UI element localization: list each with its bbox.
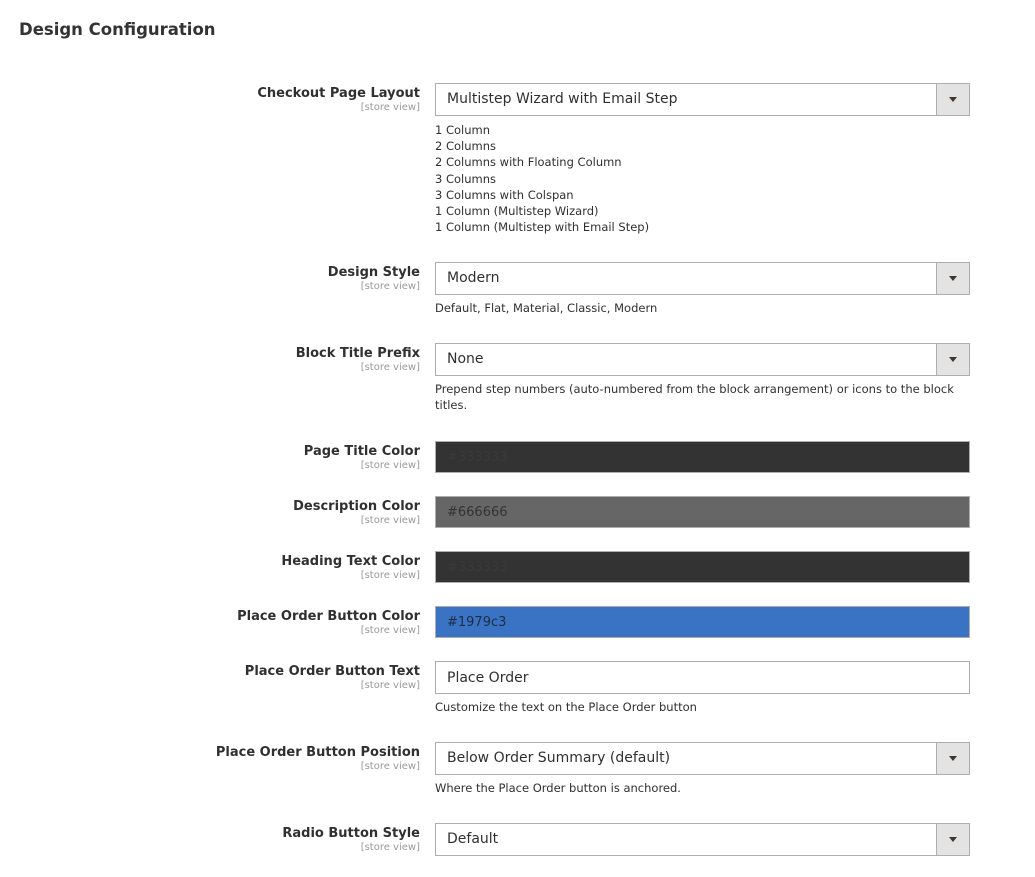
page-title-color-input[interactable] xyxy=(435,441,970,473)
chevron-down-icon xyxy=(949,756,957,761)
place-order-button-position-label: Place Order Button Position xyxy=(215,745,420,760)
field-label-group xyxy=(10,661,420,691)
scope-label: [store view] xyxy=(360,362,420,373)
heading-text-color-label: Heading Text Color xyxy=(281,554,420,569)
note-line: 1 Column (Multistep Wizard) xyxy=(435,204,599,219)
field-control xyxy=(435,343,970,413)
place-order-button-color-input[interactable] xyxy=(435,606,970,638)
scope-label: [store view] xyxy=(360,680,420,691)
dropdown-button[interactable] xyxy=(936,344,969,375)
field-label-group xyxy=(10,496,420,526)
field-label-group xyxy=(10,262,420,292)
place-order-button-text-label: Place Order Button Text xyxy=(244,664,420,679)
field-control xyxy=(435,83,970,235)
dropdown-button[interactable] xyxy=(936,84,969,115)
scope-label: [store view] xyxy=(360,102,420,113)
field-control xyxy=(435,551,970,583)
note-line: 1 Column (Multistep with Email Step) xyxy=(435,220,650,235)
design-style-select-value: Modern xyxy=(447,270,500,286)
field-control xyxy=(435,742,970,796)
field-label-group xyxy=(10,606,420,636)
radio-button-style-select[interactable] xyxy=(435,823,970,856)
place-order-button-position-note: Where the Place Order button is anchored. xyxy=(435,781,681,795)
block-title-prefix-select-value: None xyxy=(447,351,484,367)
block-title-prefix-note: Prepend step numbers (auto-numbered from the block arrangement) or icons to the block titles. xyxy=(435,382,954,412)
place-order-button-text-input[interactable] xyxy=(435,661,970,694)
field-label-group xyxy=(10,742,420,772)
section-title: Design Configuration xyxy=(19,20,216,39)
place-order-button-color-label: Place Order Button Color xyxy=(237,609,420,624)
heading-text-color-input[interactable] xyxy=(435,551,970,583)
field-control xyxy=(435,496,970,528)
design-style-note: Default, Flat, Material, Classic, Modern xyxy=(435,301,658,315)
dropdown-button[interactable] xyxy=(936,263,969,294)
field-control xyxy=(435,441,970,473)
design-style-select[interactable] xyxy=(435,262,970,295)
description-color-label: Description Color xyxy=(293,499,420,514)
field-label-group xyxy=(10,551,420,581)
place-order-button-position-select[interactable] xyxy=(435,742,970,775)
checkout-layout-select-value: Multistep Wizard with Email Step xyxy=(447,91,678,107)
field-control xyxy=(435,661,970,715)
checkout-layout-notes xyxy=(435,122,970,235)
chevron-down-icon xyxy=(949,97,957,102)
checkout-layout-select[interactable] xyxy=(435,83,970,116)
scope-label: [store view] xyxy=(360,281,420,292)
chevron-down-icon xyxy=(949,276,957,281)
scope-label: [store view] xyxy=(360,761,420,772)
note-line: 3 Columns xyxy=(435,171,497,186)
note-line: 3 Columns with Colspan xyxy=(435,187,574,202)
place-order-button-position-select-value: Below Order Summary (default) xyxy=(447,750,671,766)
note-line: 2 Columns xyxy=(435,139,497,154)
chevron-down-icon xyxy=(949,837,957,842)
note-line: 1 Column xyxy=(435,123,491,137)
page-title-color-label: Page Title Color xyxy=(303,444,420,459)
field-control xyxy=(435,606,970,638)
scope-label: [store view] xyxy=(360,570,420,581)
radio-button-style-select-value: Default xyxy=(447,831,499,847)
field-label-group xyxy=(10,823,420,853)
block-title-prefix-select[interactable] xyxy=(435,343,970,376)
field-label-group xyxy=(10,83,420,113)
field-label-group xyxy=(10,441,420,471)
checkout-layout-label: Checkout Page Layout xyxy=(257,86,420,101)
block-title-prefix-label: Block Title Prefix xyxy=(295,346,420,361)
scope-label: [store view] xyxy=(360,460,420,471)
chevron-down-icon xyxy=(949,357,957,362)
field-label-group xyxy=(10,343,420,373)
design-style-label: Design Style xyxy=(327,265,420,280)
scope-label: [store view] xyxy=(360,842,420,853)
field-control xyxy=(435,262,970,316)
radio-button-style-label: Radio Button Style xyxy=(282,826,420,841)
note-line: 2 Columns with Floating Column xyxy=(435,155,622,170)
dropdown-button[interactable] xyxy=(936,743,969,774)
field-control xyxy=(435,823,970,856)
scope-label: [store view] xyxy=(360,625,420,636)
dropdown-button[interactable] xyxy=(936,824,969,855)
scope-label: [store view] xyxy=(360,515,420,526)
place-order-button-text-note: Customize the text on the Place Order button xyxy=(435,700,697,714)
description-color-input[interactable] xyxy=(435,496,970,528)
